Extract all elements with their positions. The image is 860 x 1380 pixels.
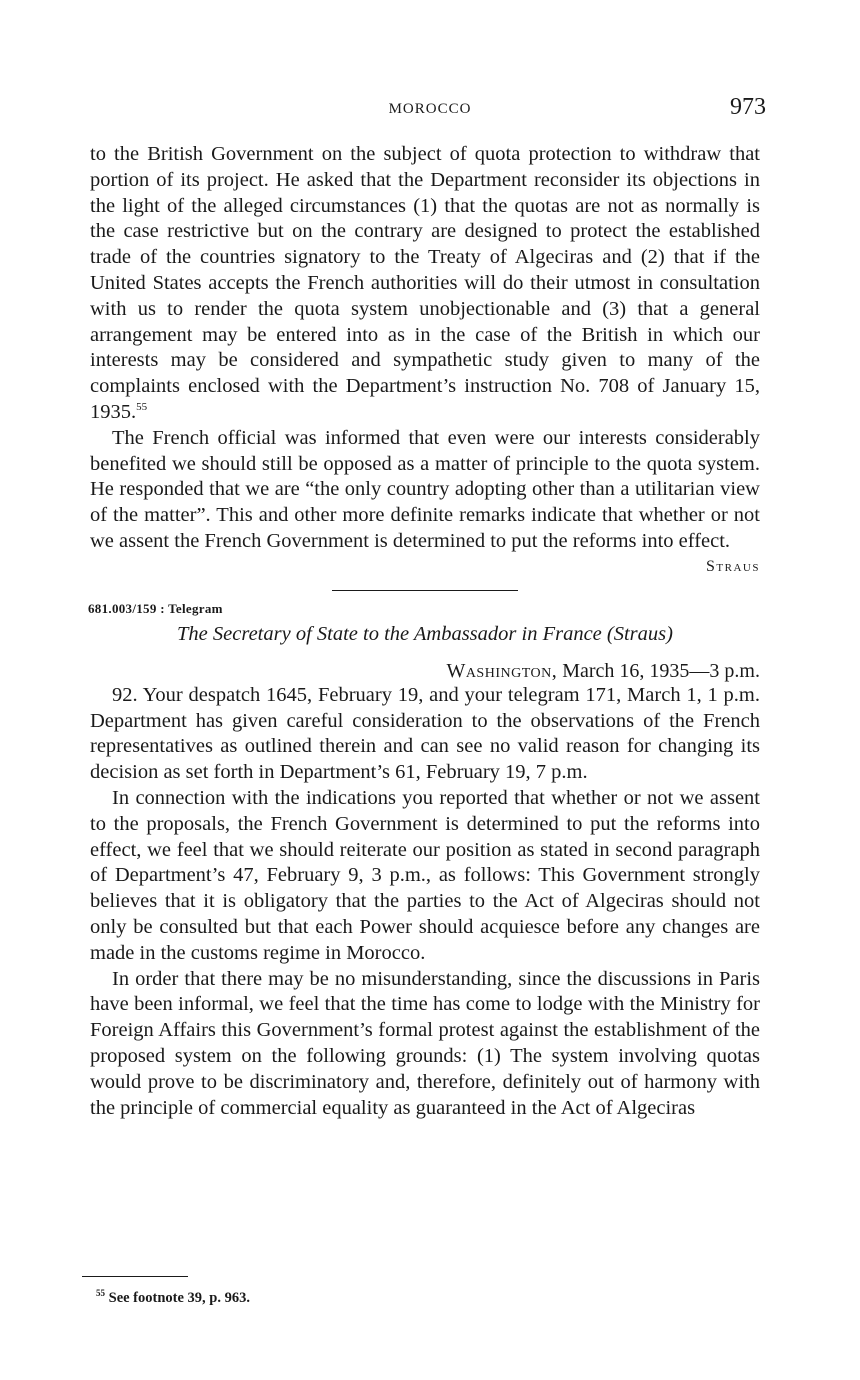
telegram-paragraph-2: In connection with the indications you reported that whether or not we assent to the proposals, the French Government is determined to put the reforms into effect, we feel that we should reiterate our position as stated in second paragraph of Department’s 47, February 9, 3 p.m., as follows: This Government strongly believes that it is obligatory that the parties to the Act of Algeciras should not only be consulted but that each Power should acquiesce before any changes are made in the customs regime in Morocco. <box>90 786 760 964</box>
signature: Straus <box>706 557 760 575</box>
running-head: MOROCCO <box>388 101 472 117</box>
dateline-date: March 16, 1935—3 p.m. <box>562 659 760 682</box>
body-paragraph-1-text: to the British Government on the subject of quota protection to withdraw that portion of its project. He asked that the Department reconsider its objections in the light of the alleged circumstances (1) that the quotas are not as normally is the case restrictive but on the contrary are designed to protect the established trade of the countries signatory to the Treaty of Algeciras and (2) that if the United States accepts the French authorities will do their utmost in consultation with us to render the quota system unobjectionable and (3) that a general arrangement may be entered into as in the case of the British in which our interests may be considered and sympathetic study given to many of the complaints enclosed with the Department’s instruction No. 708 of January 15, 1935. <box>90 143 760 423</box>
page-body <box>90 142 760 1121</box>
footnote-reference: 55 <box>136 401 148 414</box>
body-paragraph-1 <box>90 142 760 426</box>
telegram-paragraph-1: 92. Your despatch 1645, February 19, and your telegram 171, March 1, 1 p.m. Department has given careful consideration to the observations of the French representatives as outlined therein and can see no valid reason for changing its decision as set forth in Department’s 61, February 19, 7 p.m. <box>90 683 760 784</box>
footnote-marker: 55 <box>96 1288 105 1298</box>
section-divider <box>332 590 518 591</box>
telegram-dateline <box>90 660 760 683</box>
page-number: 973 <box>730 94 766 120</box>
footnote-divider <box>82 1276 188 1277</box>
telegram-paragraph-3: In order that there may be no misunderstanding, since the discussions in Paris have been informal, we feel that the time has come to lodge with the Ministry for Foreign Affairs this Government’s formal protest against the establishment of the proposed system on the following grounds: (1) The system involving quotas would prove to be discriminatory and, therefore, definitely out of harmony with the principle of commercial equality as guaranteed in the Act of Algeciras <box>90 967 760 1119</box>
footnote-text: See footnote 39, p. 963. <box>108 1289 250 1306</box>
body-paragraph-2: The French official was informed that even were our interests considerably benefited we should still be opposed as a matter of principle to the quota system. He responded that we are “the only country adopting other than a utilitarian view of the matter”. This and other more definite remarks indicate that whether or not we assent the French Government is determined to put the reforms into effect. <box>90 426 760 552</box>
footnote <box>96 1288 250 1307</box>
telegram-file-number: 681.003/159 : Telegram <box>88 600 223 616</box>
telegram-heading: The Secretary of State to the Ambassador in France (Straus) <box>177 622 673 645</box>
dateline-place: Washington, <box>446 659 558 682</box>
